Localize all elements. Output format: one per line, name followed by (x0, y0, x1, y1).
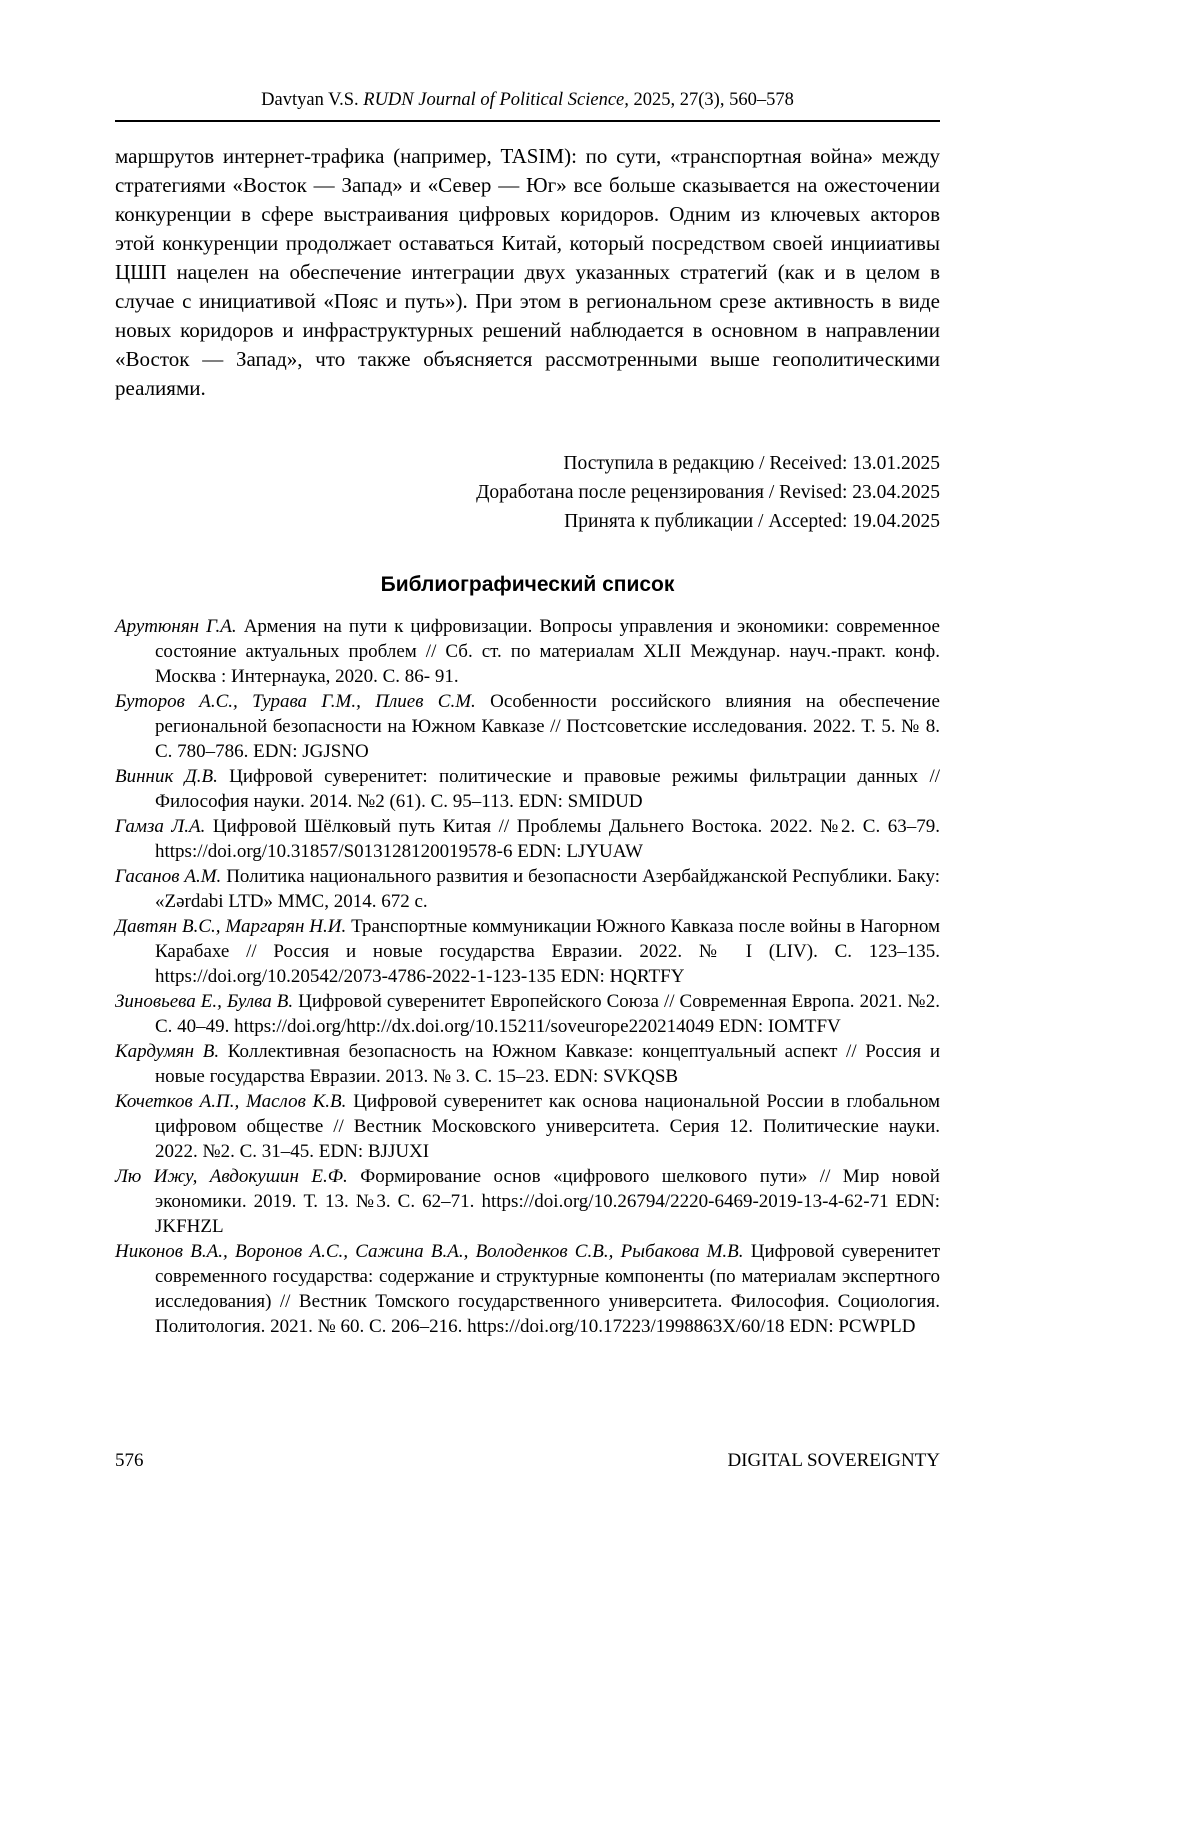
reference-authors: Кочетков А.П., Маслов К.В. (115, 1091, 347, 1112)
reference-authors: Давтян В.С., Маргарян Н.И. (115, 916, 347, 937)
reference-authors: Кардумян В. (115, 1041, 220, 1062)
received-date: Поступила в редакцию / Received: 13.01.2025 (563, 453, 940, 474)
submission-dates (115, 449, 940, 536)
reference-item (115, 989, 940, 1039)
bibliography-heading: Библиографический список (380, 573, 675, 596)
reference-authors: Гасанов А.М. (115, 866, 222, 887)
reference-item (115, 614, 940, 689)
running-head-author: Davtyan V.S. (261, 90, 364, 110)
reference-text: Особенности российского влияния на обеспечение региональной безопасности на Южном Кавказе // Постсоветские исследования. 2022. Т. 5. № 8. С. 780–786. EDN: JGJSNO (155, 691, 940, 762)
reference-item (115, 1239, 940, 1339)
reference-item (115, 1164, 940, 1239)
reference-text: Цифровой Шёлковый путь Китая // Проблемы Дальнего Востока. 2022. №2. С. 63–79. https://doi.org/10.31857/S013128120019578-6 EDN: LJYUAW (155, 816, 940, 862)
reference-authors: Лю Ижу, Авдокушин Е.Ф. (115, 1166, 348, 1187)
reference-authors: Никонов В.А., Воронов А.С., Сажина В.А., Володенков С.В., Рыбакова М.В. (115, 1241, 744, 1262)
reference-authors: Гамза Л.А. (115, 816, 206, 837)
reference-item (115, 1039, 940, 1089)
footer-journal-label: DIGITAL SOVEREIGNTY (727, 1450, 940, 1471)
reference-text: Цифровой суверенитет Европейского Союза // Современная Европа. 2021. №2. С. 40–49. https://doi.org/http://dx.doi.org/10.15211/soveurope220214049 EDN: IOMTFV (155, 991, 940, 1037)
page-footer (115, 1450, 940, 1472)
reference-text: Цифровой суверенитет современного государства: содержание и структурные компоненты (по материалам экспертного исследования) // Вестник Томского государственного университета. Философия. Социология. Политология. 2021. № 60. С. 206–216. https://doi.org/10.17223/1998863X/60/18 EDN: PCWPLD (155, 1241, 940, 1337)
running-head-issue: 2025, 27(3), 560–578 (628, 90, 794, 110)
reference-text: Цифровой суверенитет как основа национальной России в глобальном цифровом обществе // Вестник Московского университета. Серия 12. Политические науки. 2022. №2. С. 31–45. EDN: BJJUXI (155, 1091, 940, 1162)
reference-item (115, 1089, 940, 1164)
reference-authors: Винник Д.В. (115, 766, 218, 787)
reference-text: Коллективная безопасность на Южном Кавказе: концептуальный аспект // Россия и новые государства Евразии. 2013. № 3. С. 15–23. EDN: SVKQSB (155, 1041, 940, 1087)
reference-item (115, 689, 940, 764)
header-rule (115, 120, 940, 122)
reference-item (115, 764, 940, 814)
reference-text: Армения на пути к цифровизации. Вопросы управления и экономики: современное состояние актуальных проблем // Сб. ст. по материалам XLII Междунар. науч.-практ. конф. Москва : Интернаука, 2020. С. 86- 91. (155, 616, 940, 687)
reference-text: Формирование основ «цифрового шелкового пути» // Мир новой экономики. 2019. Т. 13. №3. С. 62–71. https://doi.org/10.26794/2220-6469-2019-13-4-62-71 EDN: JKFHZL (155, 1166, 940, 1237)
reference-item (115, 914, 940, 989)
running-head-journal-title: RUDN Journal of Political Science, (363, 90, 629, 110)
reference-item (115, 814, 940, 864)
reference-text: Транспортные коммуникации Южного Кавказа после войны в Нагорном Карабахе // Россия и новые государства Евразии. 2022. № I (LIV). С. 123–135. https://doi.org/10.20542/2073-4786-2022-1-123-135 EDN: HQRTFY (155, 916, 940, 987)
reference-authors: Буторов А.С., Турава Г.М., Плиев С.М. (115, 691, 476, 712)
accepted-date: Принята к публикации / Accepted: 19.04.2025 (564, 511, 940, 532)
body-paragraph: маршрутов интернет-трафика (например, TASIM): по сути, «транспортная война» между стратегиями «Восток — Запад» и «Север — Юг» все больше сказывается на ожесточении конкуренции в сфере выстраивания цифровых коридоров. Одним из ключевых акторов этой конкуренции продолжает оставаться Китай, который посредством своей инцииативы ЦШП нацелен на обеспечение интеграции двух указанных стратегий (как и в целом в случае с инициативой «Пояс и путь»). При этом в региональном срезе активность в виде новых коридоров и инфраструктурных решений наблюдается в основном в направлении «Восток — Запад», что также объясняется рассмотренными выше геополитическими реалиями. (115, 144, 940, 400)
reference-item (115, 864, 940, 914)
running-head (115, 88, 940, 112)
reference-text: Политика национального развития и безопасности Азербайджанской Республики. Баку: «Zərdabi LTD» ММС, 2014. 672 с. (155, 866, 940, 912)
page-number: 576 (115, 1450, 144, 1471)
reference-authors: Зиновьева Е., Булва В. (115, 991, 294, 1012)
reference-list (115, 614, 940, 1339)
reference-authors: Арутюнян Г.А. (115, 616, 237, 637)
reference-text: Цифровой суверенитет: политические и правовые режимы фильтрации данных // Философия науки. 2014. №2 (61). С. 95–113. EDN: SMIDUD (155, 766, 940, 812)
revised-date: Доработана после рецензирования / Revised: 23.04.2025 (476, 482, 940, 503)
